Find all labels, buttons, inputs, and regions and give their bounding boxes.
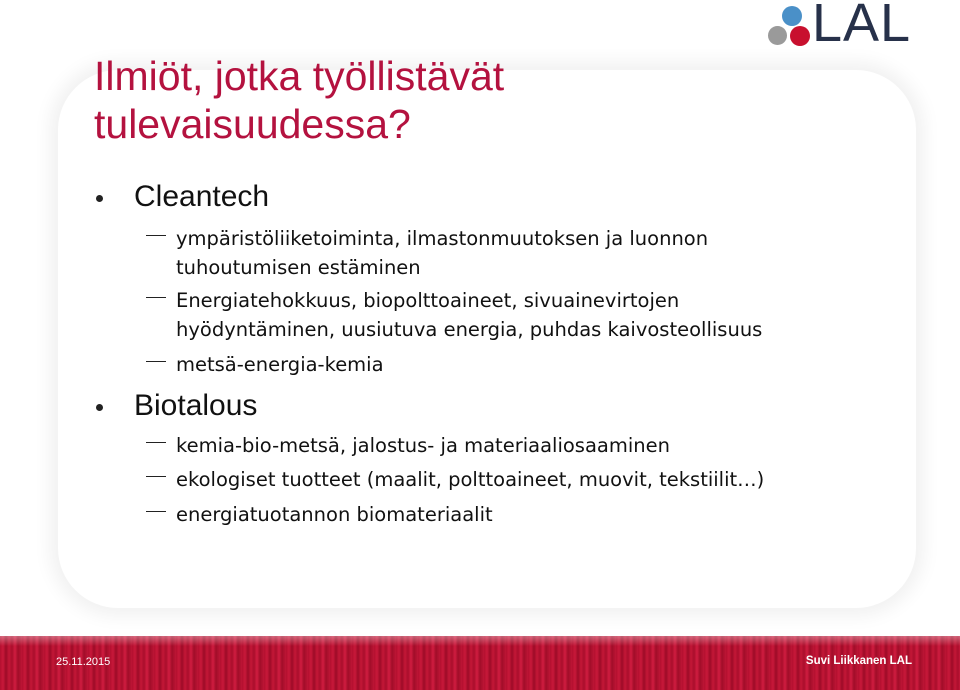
footer-date: 25.11.2015 (56, 656, 111, 668)
sub-bullet-line: Energiatehokkuus, biopolttoaineet, sivuainevirtojen (176, 289, 680, 312)
footer-author: Suvi Liikkanen LAL (805, 655, 912, 667)
slide-title-line-2: tulevaisuudessa? (94, 101, 411, 147)
sub-bullet-line: kemia-bio-metsä, jalostus- ja materiaaliosaaminen (176, 434, 670, 457)
bullet-dot-icon (96, 195, 103, 202)
sub-bullet-line: metsä-energia-kemia (176, 353, 384, 376)
dash-icon (146, 476, 166, 477)
sub-bullet-line: energiatuotannon biomateriaalit (176, 503, 493, 526)
dash-icon (146, 442, 166, 443)
logo-text: LAL (812, 0, 912, 53)
dash-icon (146, 297, 166, 298)
sub-bullet-line: hyödyntäminen, uusiutuva energia, puhdas kaivosteollisuus (176, 318, 763, 341)
slide-title (94, 52, 754, 148)
dash-icon (146, 361, 166, 362)
bullet-dot-icon (96, 404, 103, 411)
sub-bullet-line: tuhoutumisen estäminen (176, 256, 421, 279)
dash-icon (146, 511, 166, 512)
bullet-heading: Biotalous (134, 389, 258, 422)
dash-icon (146, 235, 166, 236)
bullet-heading: Cleantech (134, 180, 270, 213)
sub-bullet-line: ympäristöliiketoiminta, ilmastonmuutoksen ja luonnon (176, 227, 709, 250)
sub-bullet-line: ekologiset tuotteet (maalit, polttoaineet, muovit, tekstiilit…) (176, 468, 765, 491)
logo-dots-icon (766, 4, 816, 50)
lal-logo (766, 0, 916, 53)
slide-title-line-1: Ilmiöt, jotka työllistävät (94, 53, 505, 99)
